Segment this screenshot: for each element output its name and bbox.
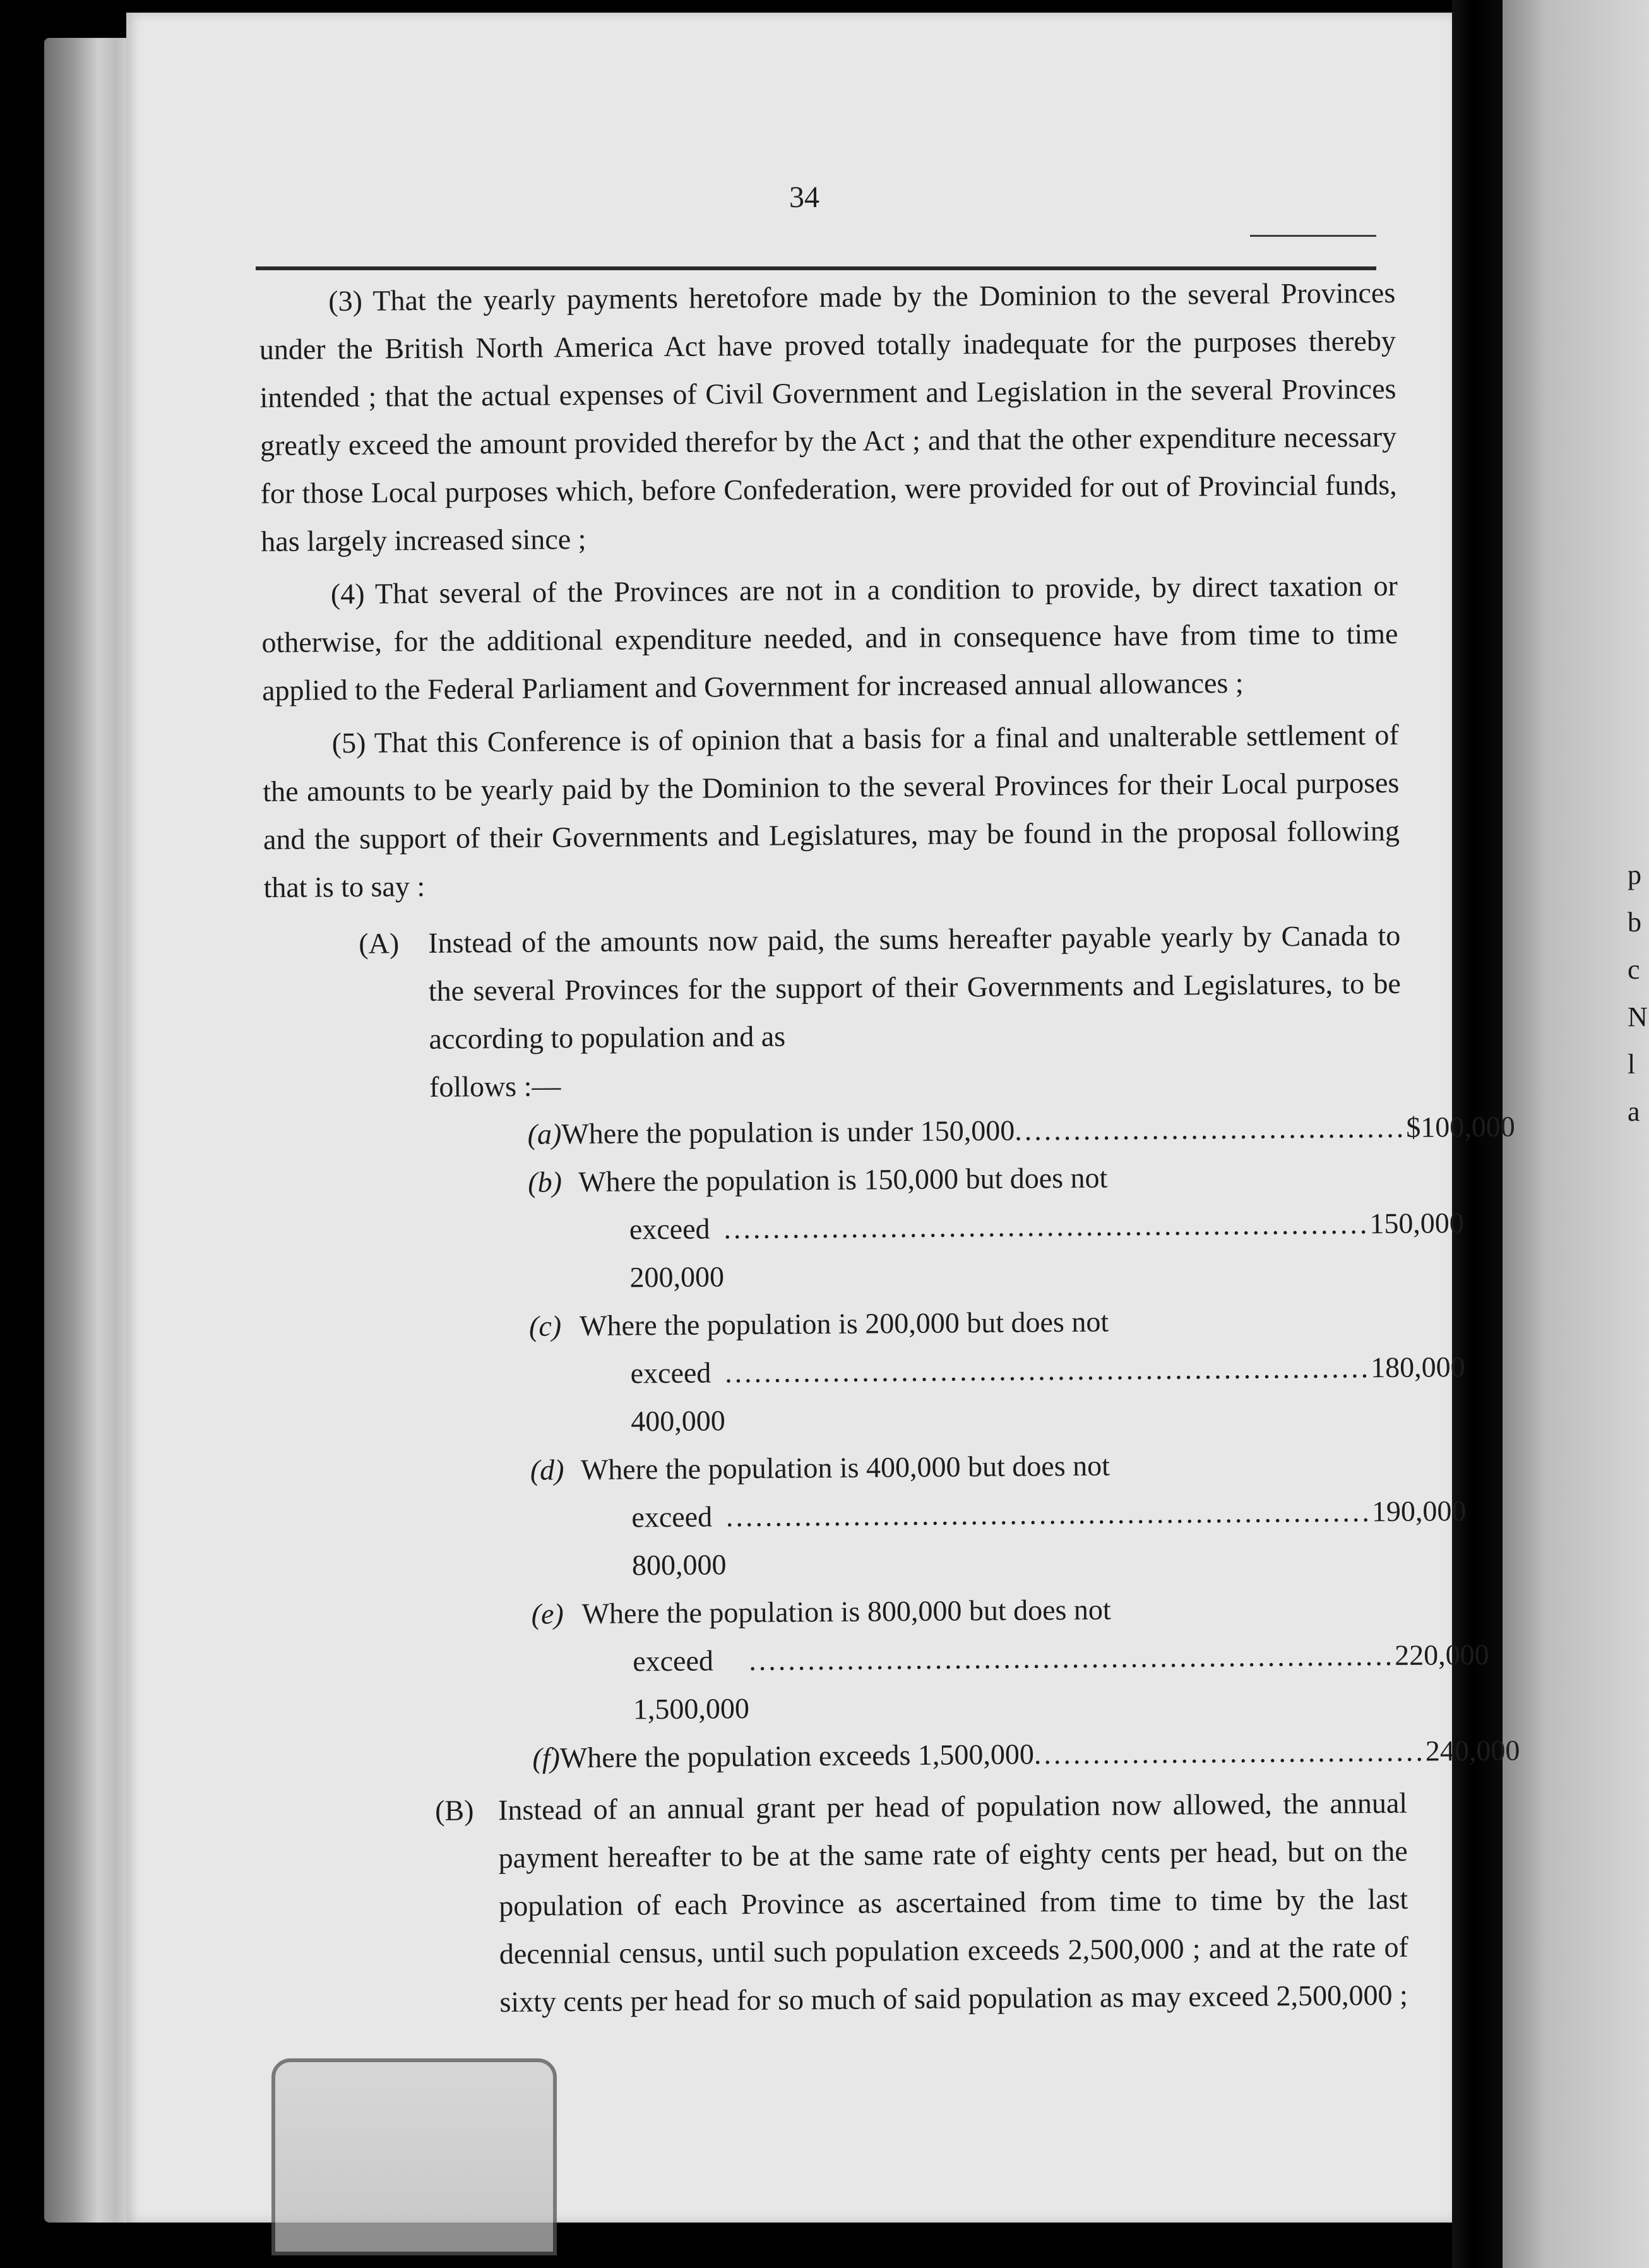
schedule-item-text: Where the population is under 150,000 xyxy=(561,1114,1015,1150)
section-b-text: Instead of an annual grant per head of population now allowed, the annual payment hereafter to be at the same rate of eighty cents per head, but on the population of each Province as ascertained from time to time by the last decennial census, until such population exceeds 2,500,000 ; and at the rate of sixty cents per head for so much of said population as may exceed 2,500,000 ; xyxy=(497,1786,1409,2019)
adjacent-page-fragment: l xyxy=(1628,1049,1636,1080)
page-number: 34 xyxy=(789,181,819,214)
schedule-item-text: exceed 400,000 xyxy=(630,1356,725,1438)
header-rule xyxy=(256,266,1376,270)
schedule-item-continuation xyxy=(529,1344,1465,1447)
schedule-item xyxy=(528,1152,1406,1207)
leader-dots: .................................................................. xyxy=(723,1207,1370,1245)
section-a-follows: follows :— xyxy=(429,1070,561,1103)
schedule-item-amount: 240,000 xyxy=(1425,1734,1520,1767)
schedule-item-amount: 220,000 xyxy=(1394,1638,1489,1671)
schedule-item-text: exceed 800,000 xyxy=(631,1500,727,1582)
adjacent-page-fragment: N xyxy=(1628,1001,1648,1032)
section-a-text: Instead of the amounts now paid, the sums hereafter payable yearly by Canada to the several Provinces for the support of their Governments and Legislatures, to be according to population and as xyxy=(428,919,1402,1055)
schedule-item xyxy=(529,1296,1407,1351)
leader-dots: .................................................................. xyxy=(749,1638,1395,1676)
leader-dots: .................................................................. xyxy=(725,1495,1372,1533)
schedule-item-amount: $100,000 xyxy=(1406,1110,1515,1143)
schedule-item-text: Where the population is 200,000 but does not xyxy=(579,1305,1109,1342)
schedule-item-text: Where the population exceeds 1,500,000 xyxy=(559,1738,1035,1774)
schedule-item-text: Where the population is 400,000 but does not xyxy=(580,1449,1110,1486)
schedule-item-mark: (c) xyxy=(528,1310,562,1342)
schedule-item-text: Where the population is 150,000 but does not xyxy=(578,1161,1108,1198)
schedule-item-amount: 180,000 xyxy=(1370,1351,1465,1384)
paragraph-5: (5) That this Conference is of opinion that a basis for a final and unalterable settlement of the amounts to be yearly paid by the Dominion to the several Provinces for their Local purposes and the support of their Governments and Legislatures, may be found in the proposal following that is to say : xyxy=(263,718,1400,904)
adjacent-page-fragment: c xyxy=(1628,954,1640,985)
adjacent-page-fragment: p xyxy=(1628,859,1641,890)
schedule-item-mark: (b) xyxy=(528,1166,563,1198)
adjacent-page xyxy=(1503,0,1649,2268)
header-rule-short xyxy=(1250,235,1376,237)
paragraph-3: (3) That the yearly payments heretofore made by the Dominion to the several Provinces under the British North America Act have proved totally inadequate for the purposes thereby intended ; that the actual expenses of Civil Government and Legislation in the several Provinces greatly exceed the amount provided therefor by the Act ; and that the other expenditure necessary for those Local purposes which, before Confederation, were provided for out of Provincial funds, has largely increased since ; xyxy=(259,276,1397,558)
schedule-item-mark: (e) xyxy=(531,1597,564,1630)
paragraph-4: (4) That several of the Provinces are not in a condition to provide, by direct taxation or otherwise, for the additional expenditure needed, and in consequence have from time to time applied to the Federal Parliament and Government for increased annual allowances ; xyxy=(261,569,1398,707)
schedule-item xyxy=(527,1104,1515,1159)
schedule-item xyxy=(532,1728,1520,1782)
schedule-item-continuation xyxy=(532,1632,1489,1734)
page-body xyxy=(259,269,1520,2028)
schedule-item xyxy=(531,1584,1409,1638)
schedule-item xyxy=(530,1440,1408,1495)
schedule-item-continuation xyxy=(528,1200,1465,1303)
schedule-item-mark: (a) xyxy=(527,1118,562,1150)
scan-artifact xyxy=(271,2058,557,2255)
leader-dots: ........................................ xyxy=(1033,1734,1426,1770)
section-a-label: (A) xyxy=(359,927,400,960)
schedule-item-text: exceed 1,500,000 xyxy=(633,1644,750,1726)
schedule-item-mark: (d) xyxy=(530,1453,564,1486)
leader-dots: ........................................ xyxy=(1015,1111,1407,1147)
section-a xyxy=(359,912,1402,1064)
schedule-item-amount: 190,000 xyxy=(1371,1495,1467,1528)
schedule-item-continuation xyxy=(530,1488,1467,1591)
schedule-item-text: exceed 200,000 xyxy=(629,1212,725,1294)
schedule-item-text: Where the population is 800,000 but does not xyxy=(581,1593,1111,1630)
leader-dots: .................................................................. xyxy=(724,1351,1371,1389)
adjacent-page-fragment: a xyxy=(1628,1096,1640,1127)
schedule-item-amount: 150,000 xyxy=(1369,1207,1465,1240)
adjacent-page-fragment: b xyxy=(1628,907,1641,938)
schedule-item-mark: (f) xyxy=(532,1741,561,1774)
section-b xyxy=(271,1779,1409,2028)
section-b-label: (B) xyxy=(434,1794,474,1827)
